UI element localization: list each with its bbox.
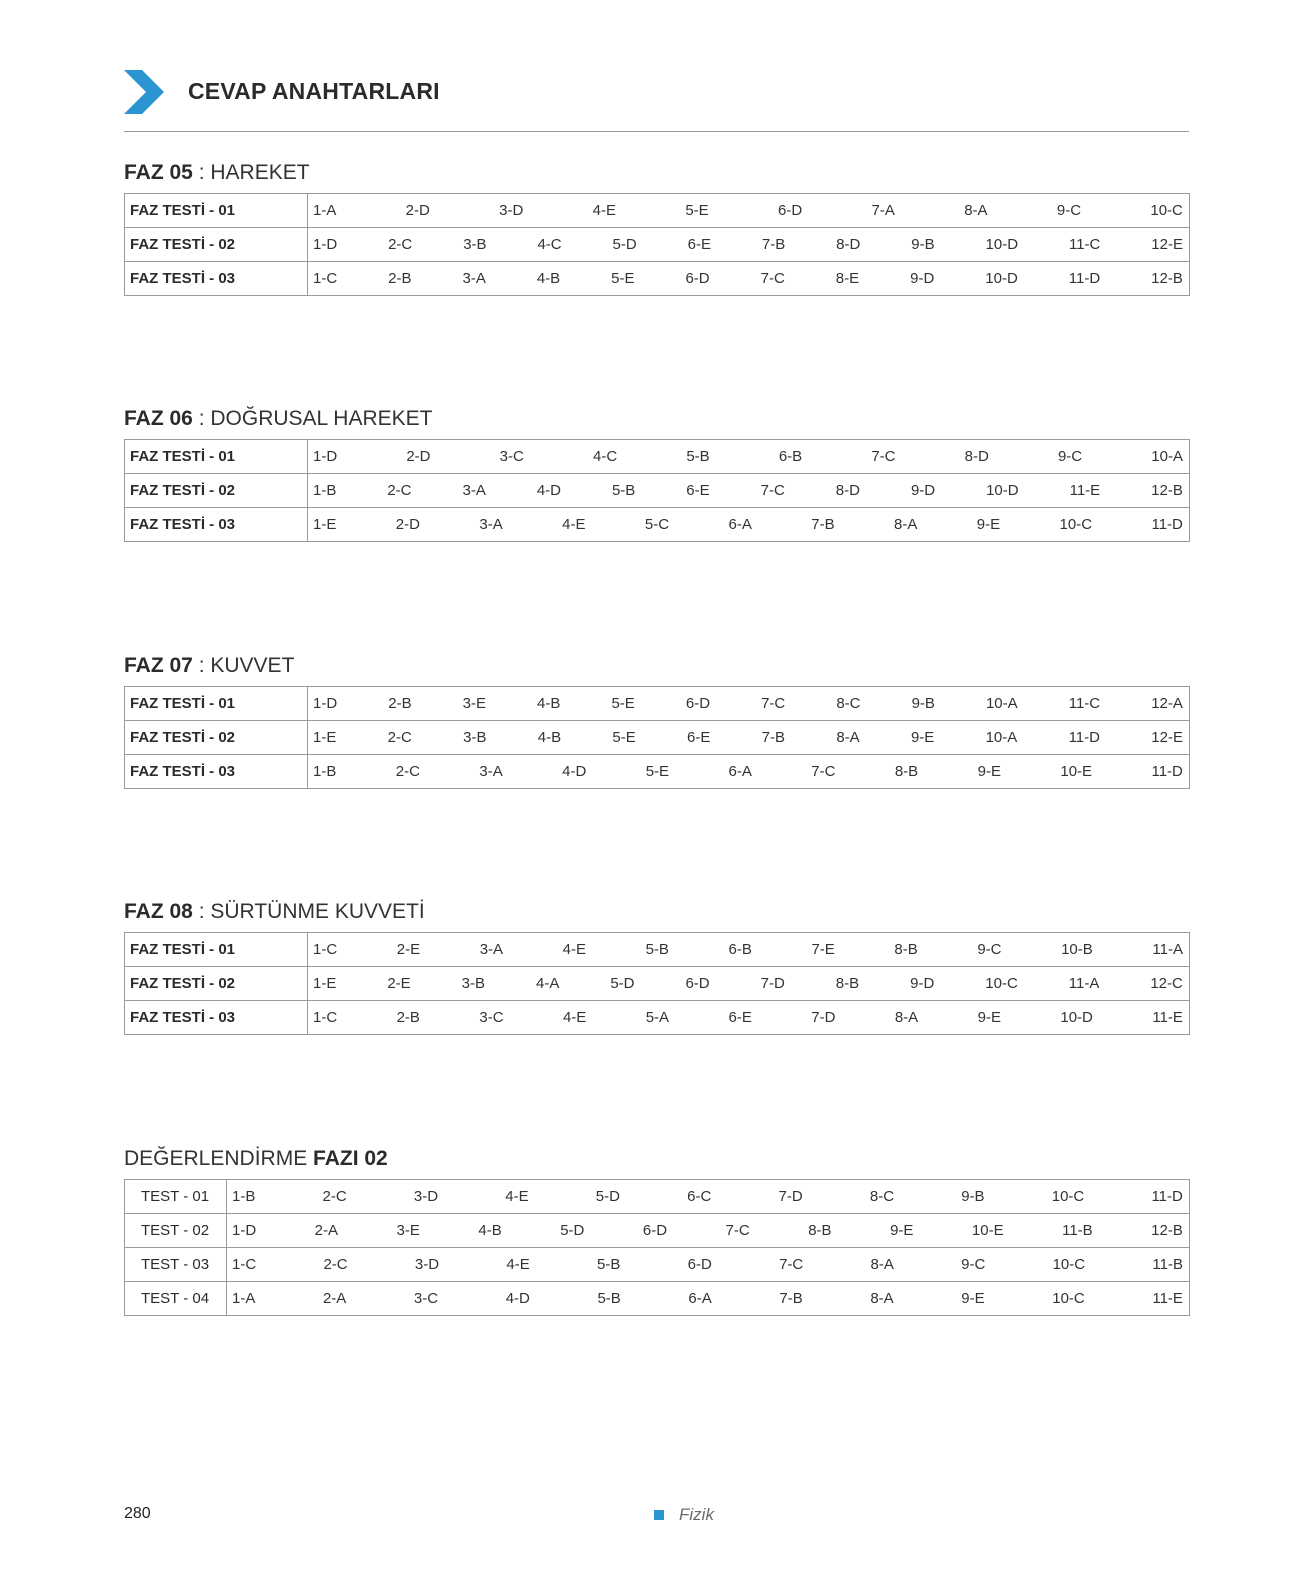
answer-item: 7-B: [761, 236, 786, 253]
answer-item: 9-E: [961, 1290, 985, 1307]
answer-item: 6-D: [685, 270, 710, 287]
answer-item: 2-E: [396, 941, 421, 958]
test-label: FAZ TESTİ - 03: [125, 755, 308, 789]
answer-key-table: [124, 439, 1190, 542]
answer-item: 4-E: [562, 1009, 587, 1026]
page-number: 280: [124, 1505, 151, 1522]
section-title-separator: :: [192, 407, 211, 430]
answer-item: 10-E: [971, 1222, 1004, 1239]
answer-item: 2-C: [322, 1188, 347, 1205]
answer-item: 8-A: [870, 1290, 894, 1307]
answer-item: 6-E: [687, 729, 711, 746]
answer-item: 11-C: [1068, 695, 1101, 712]
answer-item: 9-C: [1057, 448, 1083, 465]
section-title: [124, 1146, 1190, 1172]
answer-item: 3-B: [463, 236, 487, 253]
answers-cell: [308, 440, 1190, 474]
answer-item: 4-E: [506, 1256, 530, 1273]
answer-key-section: [124, 1146, 1190, 1316]
answer-item: 3-A: [462, 270, 486, 287]
answer-item: 1-A: [232, 1290, 256, 1307]
answer-item: 1-C: [313, 1009, 338, 1026]
answer-item: 7-B: [761, 729, 786, 746]
answer-item: 8-D: [964, 448, 989, 465]
answer-item: 8-B: [835, 975, 860, 992]
answer-item: 12-B: [1151, 1222, 1183, 1239]
answer-item: 6-D: [642, 1222, 668, 1239]
answer-item: 1-C: [232, 1256, 257, 1273]
answer-item: 9-C: [961, 1256, 986, 1273]
answer-item: 11-E: [1152, 1290, 1183, 1307]
answer-item: 4-B: [478, 1222, 502, 1239]
answer-item: 4-B: [537, 729, 562, 746]
answers-cell: [308, 474, 1190, 508]
answer-item: 6-D: [687, 1256, 712, 1273]
table-row: [125, 721, 1190, 755]
table-row: [125, 262, 1190, 296]
answer-item: 8-B: [808, 1222, 832, 1239]
answer-item: 12-B: [1151, 482, 1183, 499]
test-label: FAZ TESTİ - 03: [125, 1001, 308, 1035]
answer-item: 6-D: [685, 975, 710, 992]
answer-item: 6-B: [728, 941, 752, 958]
answer-key-table: [124, 1179, 1190, 1316]
answer-item: 10-A: [1151, 448, 1183, 465]
subject-label: Fizik: [679, 1505, 714, 1524]
answer-item: 11-A: [1068, 975, 1100, 992]
answer-item: 9-C: [1056, 202, 1082, 219]
answer-item: 5-E: [612, 729, 636, 746]
answer-item: 12-E: [1151, 236, 1183, 253]
answers-cell: [227, 1180, 1190, 1214]
answer-item: 12-A: [1151, 695, 1183, 712]
test-label: TEST - 02: [125, 1214, 227, 1248]
table-row: [125, 755, 1190, 789]
answer-item: 2-B: [388, 695, 412, 712]
answer-item: 9-E: [976, 516, 1001, 533]
answer-item: 5-B: [686, 448, 710, 465]
answer-item: 7-C: [779, 1256, 804, 1273]
answer-item: 11-E: [1069, 482, 1101, 499]
answer-item: 11-A: [1152, 941, 1183, 958]
answer-item: 9-E: [977, 1009, 1001, 1026]
table-row: [125, 1180, 1190, 1214]
answer-item: 2-A: [322, 1290, 347, 1307]
answer-item: 4-C: [537, 236, 562, 253]
answers-cell: [308, 721, 1190, 755]
section-title: [124, 160, 1190, 186]
table-row: [125, 933, 1190, 967]
answer-item: 10-C: [1052, 1256, 1086, 1273]
answer-item: 7-D: [760, 975, 785, 992]
answer-item: 2-E: [387, 975, 411, 992]
answer-item: 7-D: [811, 1009, 836, 1026]
test-label: TEST - 01: [125, 1180, 227, 1214]
answer-item: 5-D: [595, 1188, 620, 1205]
answer-item: 2-A: [314, 1222, 339, 1239]
answer-item: 1-D: [313, 448, 338, 465]
test-label: FAZ TESTİ - 02: [125, 967, 308, 1001]
answer-item: 1-E: [313, 975, 337, 992]
answer-item: 5-D: [610, 975, 635, 992]
answer-item: 1-B: [313, 482, 337, 499]
answer-item: 6-A: [728, 516, 752, 533]
answer-item: 7-B: [811, 516, 835, 533]
answer-item: 3-B: [463, 729, 487, 746]
answer-item: 7-D: [778, 1188, 803, 1205]
answer-item: 5-D: [560, 1222, 585, 1239]
answer-item: 2-C: [323, 1256, 348, 1273]
answer-item: 3-A: [479, 763, 503, 780]
chevron-right-icon: [124, 70, 166, 114]
section-title-separator: :: [192, 654, 211, 677]
answer-key-section: [124, 653, 1190, 789]
answer-item: 5-B: [611, 482, 636, 499]
answer-item: 3-A: [479, 516, 503, 533]
answer-item: 10-C: [1059, 516, 1093, 533]
answer-item: 9-C: [977, 941, 1002, 958]
section-title: [124, 406, 1190, 432]
section-code: FAZ 06: [124, 407, 193, 430]
page-title: CEVAP ANAHTARLARI: [188, 78, 440, 104]
section-name: KUVVET: [210, 654, 295, 677]
answer-item: 6-C: [687, 1188, 712, 1205]
answer-item: 11-D: [1151, 763, 1183, 780]
answer-key-section: [124, 160, 1190, 296]
answer-item: 7-A: [871, 202, 895, 219]
test-label: FAZ TESTİ - 03: [125, 508, 308, 542]
answer-item: 4-C: [592, 448, 618, 465]
answer-item: 5-C: [644, 516, 670, 533]
page-header: [124, 68, 1189, 132]
answer-item: 1-D: [232, 1222, 257, 1239]
answer-item: 3-D: [499, 202, 524, 219]
answer-item: 3-C: [413, 1290, 439, 1307]
answers-cell: [227, 1214, 1190, 1248]
answer-item: 3-B: [461, 975, 485, 992]
answer-item: 11-E: [1152, 1009, 1183, 1026]
answer-item: 9-B: [961, 1188, 985, 1205]
table-row: [125, 194, 1190, 228]
answer-item: 8-A: [964, 202, 988, 219]
square-bullet-icon: [654, 1510, 664, 1520]
answer-item: 1-D: [313, 236, 338, 253]
test-label: FAZ TESTİ - 03: [125, 262, 308, 296]
section-code: FAZ 05: [124, 161, 193, 184]
answer-item: 8-D: [835, 482, 860, 499]
answer-item: 3-E: [396, 1222, 420, 1239]
answer-item: 10-D: [986, 482, 1019, 499]
table-row: [125, 474, 1190, 508]
answer-item: 4-E: [562, 941, 586, 958]
answer-item: 10-D: [985, 236, 1019, 253]
answer-item: 4-B: [537, 695, 561, 712]
answer-item: 9-E: [890, 1222, 914, 1239]
section-name: HAREKET: [210, 161, 310, 184]
answer-item: 7-B: [779, 1290, 803, 1307]
answer-item: 4-B: [536, 270, 561, 287]
answer-item: 7-C: [760, 482, 785, 499]
answer-item: 5-A: [645, 1009, 670, 1026]
answer-item: 5-E: [611, 695, 635, 712]
answer-item: 6-E: [728, 1009, 752, 1026]
answer-item: 5-D: [612, 236, 637, 253]
test-label: FAZ TESTİ - 02: [125, 474, 308, 508]
table-row: [125, 687, 1190, 721]
answer-item: 3-A: [462, 482, 486, 499]
answer-item: 9-D: [910, 482, 936, 499]
test-label: FAZ TESTİ - 02: [125, 721, 308, 755]
answer-item: 6-A: [688, 1290, 712, 1307]
answer-item: 10-B: [1061, 941, 1093, 958]
answer-item: 4-D: [505, 1290, 530, 1307]
section-title-prefix: DEĞERLENDİRME: [124, 1147, 314, 1170]
answer-item: 12-C: [1150, 975, 1183, 992]
answer-item: 11-D: [1068, 270, 1101, 287]
table-row: [125, 508, 1190, 542]
answer-item: 6-E: [687, 236, 711, 253]
answer-key-table: [124, 193, 1190, 296]
answer-item: 7-C: [760, 270, 785, 287]
answer-item: 2-C: [388, 236, 413, 253]
answers-cell: [227, 1248, 1190, 1282]
answer-item: 3-E: [462, 695, 486, 712]
section-title: [124, 653, 1190, 679]
answer-item: 10-C: [1052, 1290, 1085, 1307]
answer-item: 9-E: [910, 729, 935, 746]
answers-cell: [227, 1282, 1190, 1316]
answer-item: 10-C: [1051, 1188, 1085, 1205]
answers-cell: [308, 228, 1190, 262]
answer-item: 7-C: [871, 448, 896, 465]
header-divider: [124, 131, 1189, 132]
answer-item: 1-E: [313, 516, 337, 533]
answer-item: 10-D: [1060, 1009, 1093, 1026]
answers-cell: [308, 262, 1190, 296]
table-row: [125, 440, 1190, 474]
answer-item: 9-D: [910, 975, 935, 992]
answer-item: 7-C: [725, 1222, 750, 1239]
answer-item: 5-B: [645, 941, 669, 958]
section-code: FAZI 02: [313, 1147, 388, 1170]
answer-item: 8-A: [836, 729, 860, 746]
answer-item: 8-D: [836, 236, 861, 253]
answer-item: 11-D: [1151, 516, 1183, 533]
answer-item: 11-C: [1068, 236, 1101, 253]
answer-item: 10-E: [1060, 763, 1093, 780]
table-row: [125, 967, 1190, 1001]
answer-item: 1-C: [313, 270, 338, 287]
answer-item: 9-D: [910, 270, 935, 287]
answer-item: 6-E: [686, 482, 710, 499]
answers-cell: [308, 967, 1190, 1001]
answer-item: 1-C: [313, 941, 338, 958]
answer-item: 3-D: [414, 1256, 440, 1273]
answer-item: 11-B: [1062, 1222, 1093, 1239]
answer-item: 2-B: [396, 1009, 420, 1026]
answer-item: 8-A: [870, 1256, 894, 1273]
answer-item: 6-B: [778, 448, 803, 465]
answer-item: 2-D: [406, 448, 431, 465]
answer-item: 10-D: [985, 270, 1018, 287]
answer-item: 9-B: [911, 236, 935, 253]
test-label: TEST - 04: [125, 1282, 227, 1316]
section-name: DOĞRUSAL HAREKET: [210, 407, 433, 430]
section-title-separator: :: [192, 161, 211, 184]
answer-item: 10-C: [985, 975, 1018, 992]
answer-item: 10-A: [985, 729, 1018, 746]
answer-item: 6-D: [778, 202, 803, 219]
answer-item: 3-C: [499, 448, 524, 465]
test-label: TEST - 03: [125, 1248, 227, 1282]
answer-item: 8-B: [894, 763, 919, 780]
answer-item: 8-A: [894, 516, 918, 533]
answer-item: 7-E: [811, 941, 835, 958]
answer-item: 4-A: [535, 975, 560, 992]
answer-item: 3-A: [479, 941, 504, 958]
table-row: [125, 228, 1190, 262]
answer-item: 3-C: [479, 1009, 504, 1026]
answer-item: 1-B: [232, 1188, 256, 1205]
answer-key-table: [124, 932, 1190, 1035]
answer-item: 11-D: [1151, 1188, 1183, 1205]
answer-item: 5-E: [611, 270, 635, 287]
section-title-separator: :: [192, 900, 211, 923]
answer-item: 8-E: [835, 270, 860, 287]
answers-cell: [308, 1001, 1190, 1035]
answer-item: 6-D: [685, 695, 711, 712]
section-code: FAZ 07: [124, 654, 193, 677]
table-row: [125, 1248, 1190, 1282]
test-label: FAZ TESTİ - 01: [125, 440, 308, 474]
answer-item: 8-A: [894, 1009, 919, 1026]
answer-item: 8-B: [894, 941, 918, 958]
answer-item: 8-C: [869, 1188, 895, 1205]
answer-item: 5-B: [596, 1256, 621, 1273]
answer-item: 2-C: [395, 763, 420, 780]
answer-item: 1-D: [313, 695, 338, 712]
answer-item: 5-B: [597, 1290, 621, 1307]
answer-item: 1-A: [313, 202, 337, 219]
test-label: FAZ TESTİ - 01: [125, 194, 308, 228]
answer-key-section: [124, 899, 1190, 1035]
table-row: [125, 1282, 1190, 1316]
table-row: [125, 1001, 1190, 1035]
answer-item: 3-D: [413, 1188, 439, 1205]
answer-item: 5-E: [645, 763, 670, 780]
answer-item: 2-B: [388, 270, 412, 287]
answer-item: 2-D: [395, 516, 420, 533]
answer-item: 12-E: [1151, 729, 1183, 746]
answer-item: 2-C: [387, 729, 412, 746]
answer-key-section: [124, 406, 1190, 542]
answer-item: 11-D: [1068, 729, 1100, 746]
answer-item: 4-E: [562, 516, 586, 533]
answers-cell: [308, 194, 1190, 228]
section-name: SÜRTÜNME KUVVETİ: [210, 900, 425, 923]
answer-key-table: [124, 686, 1190, 789]
answer-item: 10-A: [985, 695, 1018, 712]
test-label: FAZ TESTİ - 01: [125, 933, 308, 967]
section-code: FAZ 08: [124, 900, 193, 923]
answers-cell: [308, 687, 1190, 721]
answer-item: 2-C: [387, 482, 412, 499]
answer-item: 4-D: [536, 482, 561, 499]
test-label: FAZ TESTİ - 02: [125, 228, 308, 262]
test-label: FAZ TESTİ - 01: [125, 687, 308, 721]
answer-item: 1-B: [313, 763, 337, 780]
table-row: [125, 1214, 1190, 1248]
answer-item: 7-C: [761, 695, 786, 712]
answer-item: 4-E: [592, 202, 617, 219]
section-title: [124, 899, 1190, 925]
answer-item: 4-D: [562, 763, 587, 780]
answer-item: 4-E: [505, 1188, 529, 1205]
answer-item: 10-C: [1150, 202, 1183, 219]
answer-item: 6-A: [728, 763, 752, 780]
answer-item: 8-C: [836, 695, 861, 712]
answer-item: 1-E: [313, 729, 337, 746]
answer-item: 9-B: [911, 695, 935, 712]
answer-item: 9-E: [977, 763, 1001, 780]
answer-item: 11-B: [1152, 1256, 1183, 1273]
answer-item: 2-D: [405, 202, 430, 219]
answers-cell: [308, 933, 1190, 967]
answer-item: 12-B: [1151, 270, 1183, 287]
answers-cell: [308, 755, 1190, 789]
answer-item: 7-C: [811, 763, 836, 780]
answer-item: 5-E: [685, 202, 709, 219]
answers-cell: [308, 508, 1190, 542]
